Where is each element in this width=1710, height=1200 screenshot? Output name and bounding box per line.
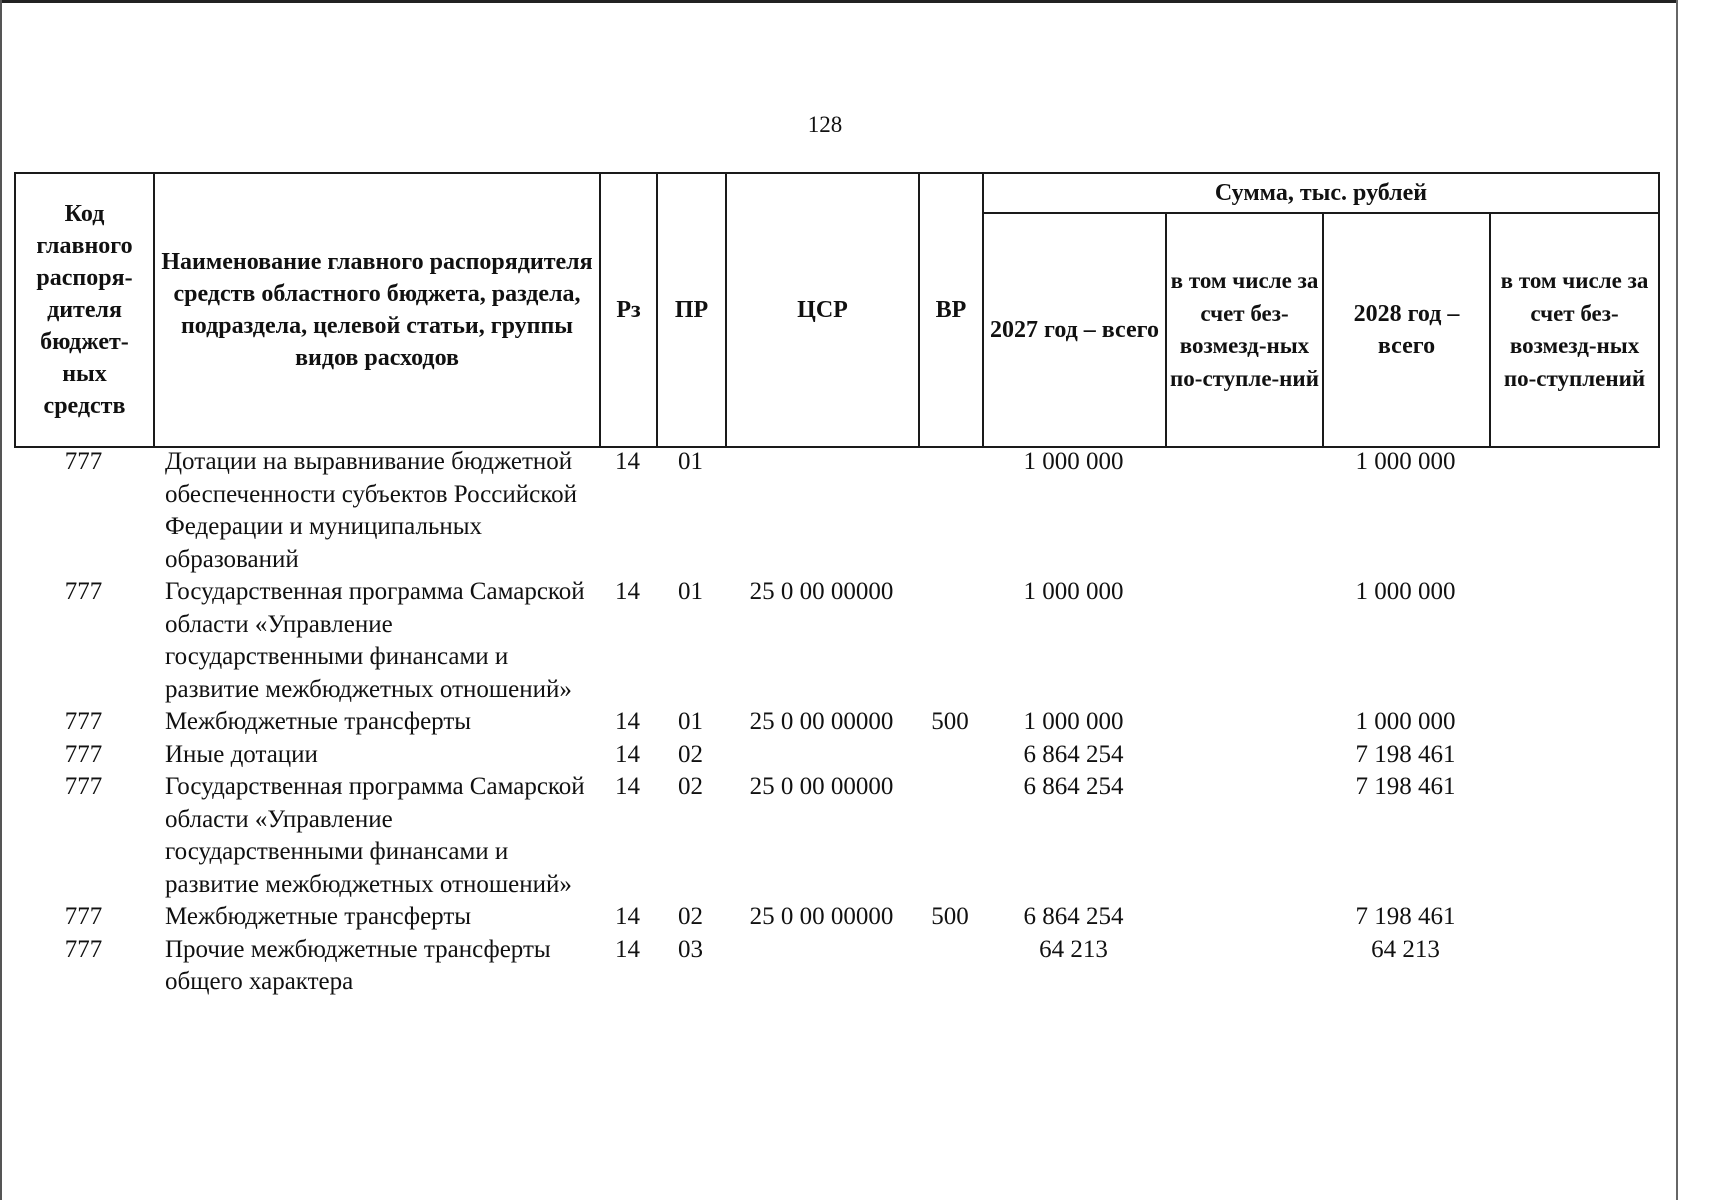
cell-y2028-incl bbox=[1489, 576, 1658, 706]
cell-y2028: 7 198 461 bbox=[1355, 740, 1456, 768]
cell-rz: 14 bbox=[615, 708, 640, 735]
cell-y2027: 1 000 000 bbox=[1023, 448, 1124, 475]
cell-y2027: 64 213 bbox=[1039, 935, 1108, 963]
cell-name: Прочие межбюджетные трансферты общего характера bbox=[165, 935, 551, 995]
cell-pr: 03 bbox=[678, 935, 703, 963]
cell-y2028: 1 000 000 bbox=[1355, 448, 1456, 475]
cell-y2027-incl bbox=[1165, 576, 1322, 706]
header-csr: ЦСР bbox=[726, 173, 919, 447]
table-row bbox=[14, 446, 1658, 576]
table-row bbox=[14, 576, 1658, 706]
cell-csr bbox=[725, 934, 918, 999]
cell-code: 777 bbox=[64, 708, 103, 735]
cell-vr bbox=[918, 576, 982, 706]
header-pr: ПР bbox=[657, 173, 726, 447]
cell-y2027: 1 000 000 bbox=[1023, 578, 1124, 605]
cell-name: Межбюджетные трансферты bbox=[165, 903, 472, 930]
cell-vr bbox=[918, 934, 982, 999]
cell-csr: 25 0 00 00000 bbox=[749, 903, 894, 930]
header-2027-incl: в том числе за счет без-возмезд-ных по-ступле-ний bbox=[1166, 213, 1323, 447]
header-name: Наименование главного распорядителя средств областного бюджета, раздела, подраздела, целевой статьи, группы видов расходов bbox=[154, 173, 600, 447]
table-row bbox=[14, 901, 1658, 934]
table-row bbox=[14, 706, 1658, 739]
table-row bbox=[14, 739, 1658, 772]
cell-y2028-incl bbox=[1489, 739, 1658, 772]
cell-y2028-incl bbox=[1489, 446, 1658, 576]
cell-csr bbox=[725, 446, 918, 576]
cell-name: Дотации на выравнивание бюджетной обеспеченности субъектов Российской Федерации и муниципальных образований bbox=[165, 448, 577, 573]
cell-pr: 02 bbox=[678, 740, 703, 768]
cell-name: Государственная программа Самарской области «Управление государственными финансами и развитие межбюджетных отношений» bbox=[165, 773, 585, 898]
header-sum: Сумма, тыс. рублей bbox=[983, 173, 1659, 213]
cell-pr: 01 bbox=[678, 578, 703, 605]
table-row bbox=[14, 771, 1658, 901]
cell-rz: 14 bbox=[615, 448, 640, 475]
cell-y2028-incl bbox=[1489, 706, 1658, 739]
cell-code: 777 bbox=[64, 448, 103, 475]
cell-y2028: 1 000 000 bbox=[1355, 578, 1456, 605]
header-2028-incl: в том числе за счет без-возмезд-ных по-ступлений bbox=[1490, 213, 1659, 447]
cell-code: 777 bbox=[64, 578, 103, 605]
cell-vr bbox=[918, 739, 982, 772]
cell-csr: 25 0 00 00000 bbox=[749, 708, 894, 735]
table-row bbox=[14, 934, 1658, 999]
cell-name: Иные дотации bbox=[165, 740, 318, 768]
cell-y2028: 1 000 000 bbox=[1355, 708, 1456, 735]
header-2028-total: 2028 год – всего bbox=[1323, 213, 1490, 447]
table-body bbox=[14, 446, 1658, 999]
cell-y2028-incl bbox=[1489, 934, 1658, 999]
header-vr: ВР bbox=[919, 173, 983, 447]
cell-y2027-incl bbox=[1165, 446, 1322, 576]
cell-code: 777 bbox=[64, 773, 103, 800]
cell-code: 777 bbox=[64, 740, 103, 768]
cell-y2028: 64 213 bbox=[1371, 935, 1440, 963]
cell-pr: 01 bbox=[678, 708, 703, 735]
cell-name: Государственная программа Самарской области «Управление государственными финансами и развитие межбюджетных отношений» bbox=[165, 578, 585, 703]
cell-rz: 14 bbox=[615, 578, 640, 605]
cell-csr: 25 0 00 00000 bbox=[749, 578, 894, 605]
left-border bbox=[0, 0, 2, 1200]
top-border bbox=[0, 0, 1678, 3]
cell-pr: 02 bbox=[678, 773, 703, 800]
cell-rz: 14 bbox=[615, 935, 640, 963]
header-code: Код главного распоря-дителя бюджет-ных средств bbox=[15, 173, 154, 447]
cell-y2028: 7 198 461 bbox=[1355, 903, 1456, 930]
header-rz: Рз bbox=[600, 173, 657, 447]
page-number: 128 bbox=[807, 112, 843, 137]
cell-code: 777 bbox=[64, 903, 103, 930]
cell-y2027-incl bbox=[1165, 706, 1322, 739]
cell-y2027-incl bbox=[1165, 739, 1322, 772]
cell-code: 777 bbox=[64, 935, 103, 963]
cell-vr: 500 bbox=[931, 708, 969, 735]
cell-y2028-incl bbox=[1489, 771, 1658, 901]
cell-rz: 14 bbox=[615, 773, 640, 800]
cell-pr: 02 bbox=[678, 903, 703, 930]
cell-y2027: 6 864 254 bbox=[1023, 740, 1124, 768]
cell-y2027-incl bbox=[1165, 934, 1322, 999]
cell-y2028-incl bbox=[1489, 901, 1658, 934]
header-2027-total: 2027 год – всего bbox=[983, 213, 1166, 447]
cell-y2027-incl bbox=[1165, 771, 1322, 901]
cell-y2027: 1 000 000 bbox=[1023, 708, 1124, 735]
cell-rz: 14 bbox=[615, 740, 640, 768]
cell-pr: 01 bbox=[678, 448, 703, 475]
right-border bbox=[1676, 0, 1678, 1200]
cell-vr: 500 bbox=[931, 903, 969, 930]
cell-y2027-incl bbox=[1165, 901, 1322, 934]
table-header bbox=[14, 172, 1660, 448]
cell-csr: 25 0 00 00000 bbox=[749, 773, 894, 800]
cell-y2028: 7 198 461 bbox=[1355, 773, 1456, 800]
cell-name: Межбюджетные трансферты bbox=[165, 708, 472, 735]
cell-y2027: 6 864 254 bbox=[1023, 773, 1124, 800]
cell-rz: 14 bbox=[615, 903, 640, 930]
cell-y2027: 6 864 254 bbox=[1023, 903, 1124, 930]
cell-vr bbox=[918, 446, 982, 576]
cell-vr bbox=[918, 771, 982, 901]
cell-csr bbox=[725, 739, 918, 772]
